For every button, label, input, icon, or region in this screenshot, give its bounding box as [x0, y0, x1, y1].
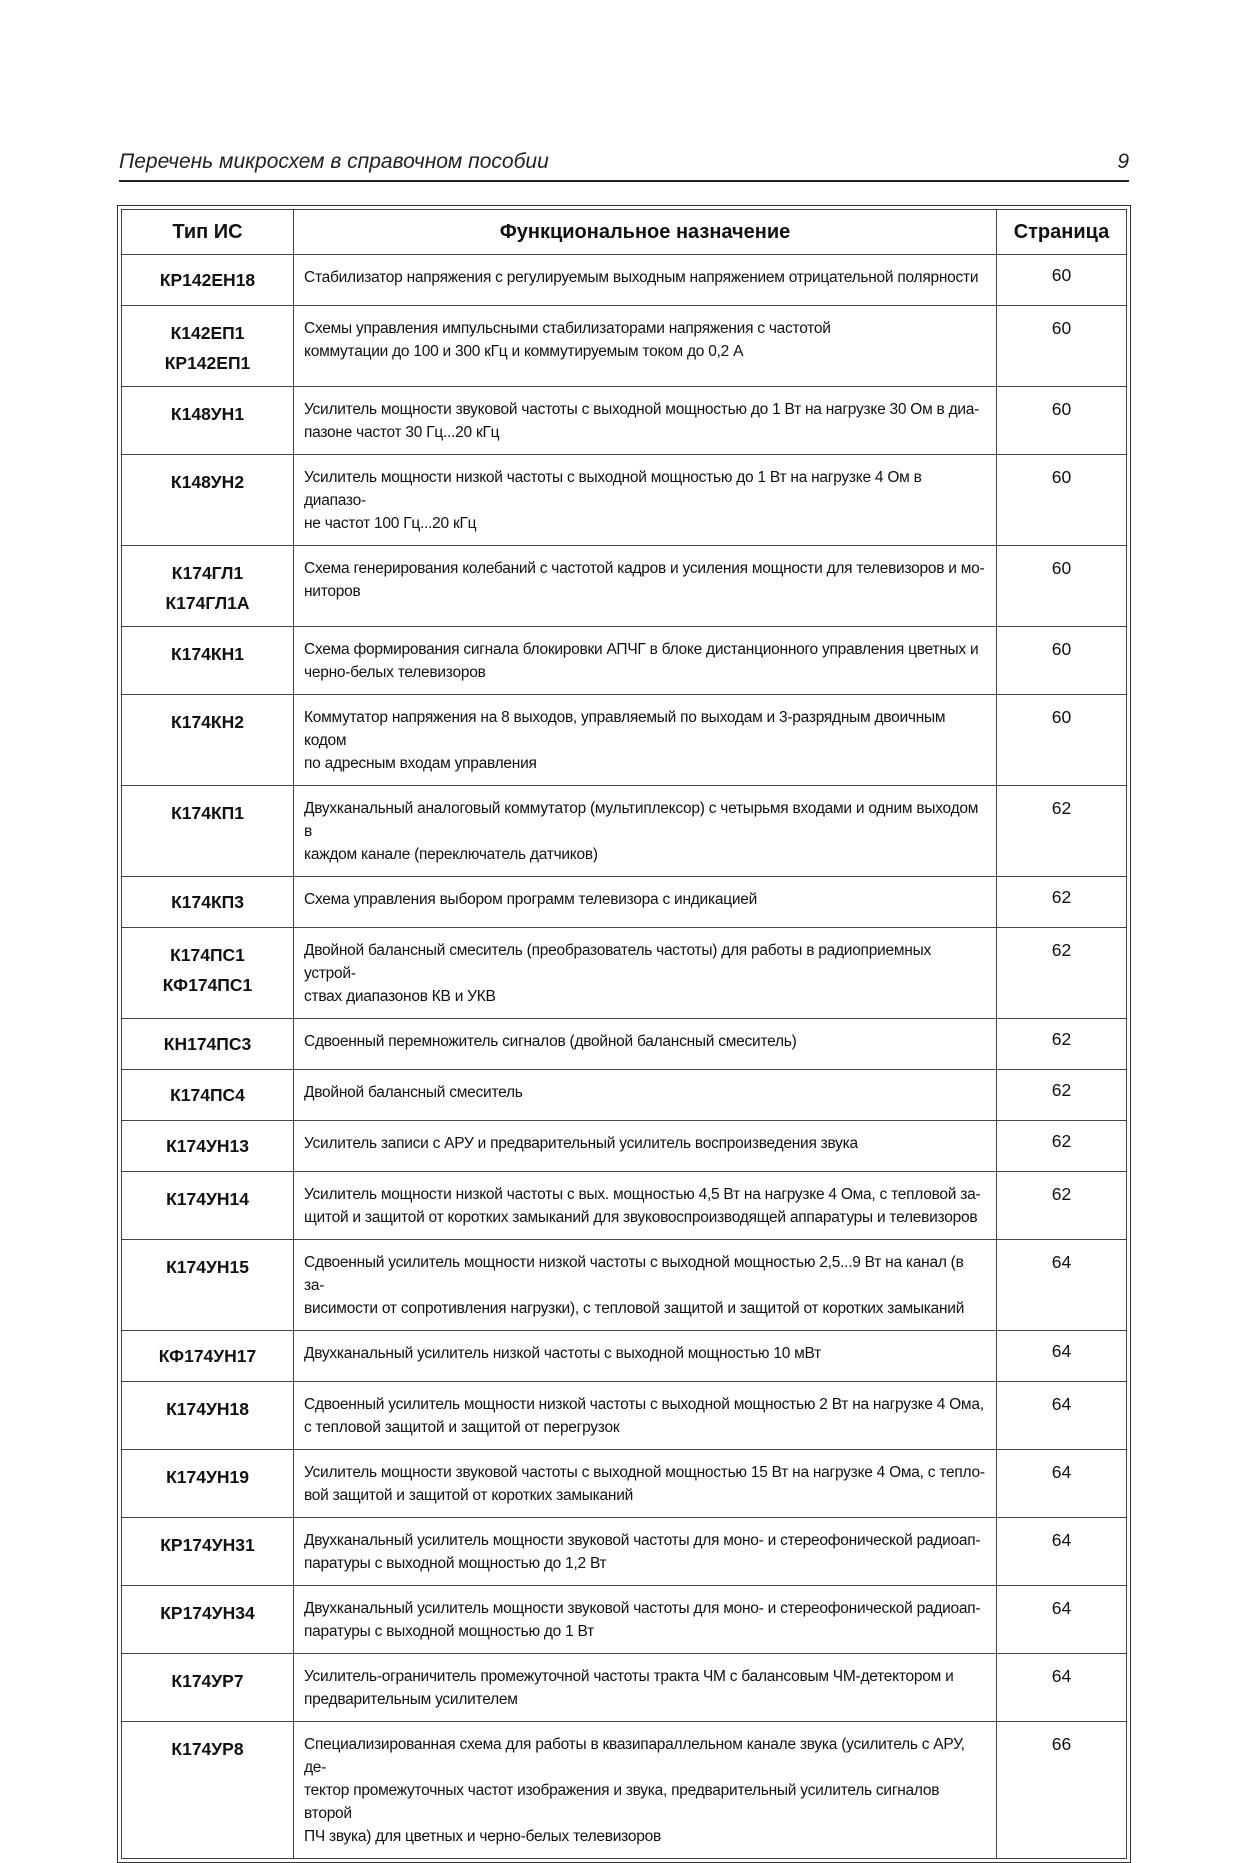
table-row	[122, 546, 1127, 627]
ic-page-reference: 60	[997, 387, 1127, 455]
ic-type-cell	[122, 695, 294, 786]
ic-page-reference: 62	[997, 877, 1127, 928]
ic-type-cell	[122, 1722, 294, 1859]
ic-page-reference: 60	[997, 546, 1127, 627]
ic-function-description: Двухканальный усилитель мощности звуковой частоты для моно- и стереофонической радиоап- паратуры с выходной мощностью до 1 Вт	[294, 1586, 997, 1654]
table-row	[122, 627, 1127, 695]
ic-type-name: К174КП1	[171, 803, 244, 823]
column-header-function: Функциональное назначение	[294, 210, 997, 255]
ic-page-reference: 60	[997, 627, 1127, 695]
ic-type-name: К174УН19	[166, 1467, 249, 1487]
table-row	[122, 1331, 1127, 1382]
ic-function-description: Схема генерирования колебаний с частотой кадров и усиления мощности для телевизоров и мо- ниторов	[294, 546, 997, 627]
ic-page-reference: 64	[997, 1586, 1127, 1654]
ic-type-name: К174ГЛ1	[171, 563, 244, 583]
ic-type-name: К174УР8	[171, 1739, 244, 1759]
ic-type-cell	[122, 455, 294, 546]
ic-page-reference: 60	[997, 455, 1127, 546]
ic-page-reference: 64	[997, 1331, 1127, 1382]
table-row	[122, 695, 1127, 786]
table-row	[122, 1450, 1127, 1518]
ic-list-table-frame	[117, 205, 1131, 1863]
ic-type-name: К148УН2	[170, 472, 245, 492]
table-row	[122, 1121, 1127, 1172]
ic-page-reference: 62	[997, 1121, 1127, 1172]
ic-type-cell	[122, 1240, 294, 1331]
ic-type-cell	[122, 1019, 294, 1070]
ic-type-name: К148УН1	[170, 404, 245, 424]
ic-type-cell	[122, 255, 294, 306]
ic-function-description: Специализированная схема для работы в квазипараллельном канале звука (усилитель с АРУ, де- тектор промежуточных частот изображения и звука, предварительный усилитель сигналов второй ПЧ звука) для цветных и черно-белых телевизоров	[294, 1722, 997, 1859]
ic-type-cell	[122, 1382, 294, 1450]
ic-type-name: КР174УН34	[160, 1603, 255, 1623]
table-row	[122, 387, 1127, 455]
running-header	[119, 146, 1129, 182]
ic-type-cell	[122, 1121, 294, 1172]
table-row	[122, 1240, 1127, 1331]
ic-type-cell	[122, 387, 294, 455]
table-row	[122, 928, 1127, 1019]
ic-type-cell	[122, 786, 294, 877]
ic-type-name: К174УР7	[171, 1671, 244, 1691]
column-header-type: Тип ИС	[122, 210, 294, 255]
table-header-row	[122, 210, 1127, 255]
ic-type-cell	[122, 546, 294, 627]
table-row	[122, 306, 1127, 387]
ic-list-table	[121, 209, 1127, 1859]
ic-page-reference: 64	[997, 1518, 1127, 1586]
ic-function-description: Сдвоенный усилитель мощности низкой частоты с выходной мощностью 2,5...9 Вт на канал (в за- висимости от сопротивления нагрузки), с тепловой защитой и защитой от коротких замыканий	[294, 1240, 997, 1331]
ic-function-description: Усилитель мощности звуковой частоты с выходной мощностью до 1 Вт на нагрузке 30 Ом в диа- пазоне частот 30 Гц...20 кГц	[294, 387, 997, 455]
ic-function-description: Двухканальный усилитель мощности звуковой частоты для моно- и стереофонической радиоап- паратуры с выходной мощностью до 1,2 Вт	[294, 1518, 997, 1586]
ic-page-reference: 60	[997, 695, 1127, 786]
ic-type-name: КФ174ПС1	[162, 975, 253, 995]
ic-function-description: Усилитель-ограничитель промежуточной частоты тракта ЧМ с балансовым ЧМ-детектором и предварительным усилителем	[294, 1654, 997, 1722]
ic-function-description: Двойной балансный смеситель	[294, 1070, 997, 1121]
table-row	[122, 255, 1127, 306]
table-row	[122, 1172, 1127, 1240]
ic-type-name: К174УН18	[166, 1399, 249, 1419]
ic-function-description: Двухканальный усилитель низкой частоты с выходной мощностью 10 мВт	[294, 1331, 997, 1382]
table-row	[122, 877, 1127, 928]
ic-type-name: К174ГЛ1А	[165, 593, 250, 613]
ic-type-cell	[122, 1331, 294, 1382]
table-body	[122, 255, 1127, 1859]
ic-type-name: К174ПС4	[170, 1085, 245, 1105]
ic-page-reference: 66	[997, 1722, 1127, 1859]
ic-page-reference: 62	[997, 928, 1127, 1019]
ic-function-description: Усилитель записи с АРУ и предварительный усилитель воспроизведения звука	[294, 1121, 997, 1172]
ic-type-cell	[122, 1450, 294, 1518]
ic-type-name: КР142ЕН18	[159, 270, 256, 290]
ic-type-name: К142ЕП1	[170, 323, 245, 343]
ic-function-description: Сдвоенный перемножитель сигналов (двойной балансный смеситель)	[294, 1019, 997, 1070]
table-row	[122, 1382, 1127, 1450]
ic-type-cell	[122, 306, 294, 387]
running-header-title: Перечень микросхем в справочном пособии	[119, 150, 549, 173]
ic-type-name: К174КН1	[171, 644, 244, 664]
ic-page-reference: 64	[997, 1382, 1127, 1450]
ic-type-name: КФ174УН17	[158, 1346, 257, 1366]
ic-type-name: КР174УН31	[160, 1535, 255, 1555]
table-row	[122, 455, 1127, 546]
ic-type-cell	[122, 1070, 294, 1121]
ic-page-reference: 64	[997, 1450, 1127, 1518]
ic-type-name: К174КП3	[171, 892, 244, 912]
ic-type-cell	[122, 1518, 294, 1586]
ic-page-reference: 62	[997, 1070, 1127, 1121]
ic-function-description: Двухканальный аналоговый коммутатор (мультиплексор) с четырьмя входами и одним выходом в каждом канале (переключатель датчиков)	[294, 786, 997, 877]
ic-type-cell	[122, 1586, 294, 1654]
ic-page-reference: 64	[997, 1654, 1127, 1722]
ic-type-name: КР142ЕП1	[164, 353, 251, 373]
ic-page-reference: 60	[997, 306, 1127, 387]
ic-function-description: Схемы управления импульсными стабилизаторами напряжения с частотой коммутации до 100 и 300 кГц и коммутируемым током до 0,2 А	[294, 306, 997, 387]
column-header-page: Страница	[997, 210, 1127, 255]
ic-type-cell	[122, 928, 294, 1019]
ic-type-name: К174КН2	[171, 712, 244, 732]
ic-type-name: К174УН15	[166, 1257, 249, 1277]
ic-type-cell	[122, 1654, 294, 1722]
table-row	[122, 1722, 1127, 1859]
ic-page-reference: 62	[997, 1172, 1127, 1240]
ic-type-name: КН174ПС3	[163, 1034, 252, 1054]
ic-function-description: Схема формирования сигнала блокировки АПЧГ в блоке дистанционного управления цветных и черно-белых телевизоров	[294, 627, 997, 695]
ic-function-description: Усилитель мощности звуковой частоты с выходной мощностью 15 Вт на нагрузке 4 Ома, с тепло- вой защитой и защитой от коротких замыканий	[294, 1450, 997, 1518]
ic-type-name: К174УН14	[166, 1189, 249, 1209]
table-row	[122, 1019, 1127, 1070]
ic-type-name: К174ПС1	[170, 945, 245, 965]
table-row	[122, 1654, 1127, 1722]
ic-page-reference: 62	[997, 786, 1127, 877]
table-row	[122, 1586, 1127, 1654]
ic-function-description: Усилитель мощности низкой частоты с выходной мощностью до 1 Вт на нагрузке 4 Ом в диапазо- не частот 100 Гц...20 кГц	[294, 455, 997, 546]
ic-type-cell	[122, 1172, 294, 1240]
ic-function-description: Усилитель мощности низкой частоты с вых. мощностью 4,5 Вт на нагрузке 4 Ома, с тепловой за- щитой и защитой от коротких замыканий для звуковоспроизводящей аппаратуры и телевизоров	[294, 1172, 997, 1240]
page-number: 9	[1117, 150, 1129, 173]
ic-function-description: Коммутатор напряжения на 8 выходов, управляемый по выходам и 3-разрядным двоичным кодом по адресным входам управления	[294, 695, 997, 786]
ic-page-reference: 60	[997, 255, 1127, 306]
ic-type-name: К174УН13	[166, 1136, 249, 1156]
ic-type-cell	[122, 627, 294, 695]
table-row	[122, 786, 1127, 877]
ic-type-cell	[122, 877, 294, 928]
ic-function-description: Сдвоенный усилитель мощности низкой частоты с выходной мощностью 2 Вт на нагрузке 4 Ома, с тепловой защитой и защитой от перегрузок	[294, 1382, 997, 1450]
table-row	[122, 1518, 1127, 1586]
ic-function-description: Двойной балансный смеситель (преобразователь частоты) для работы в радиоприемных устрой- ствах диапазонов КВ и УКВ	[294, 928, 997, 1019]
ic-page-reference: 64	[997, 1240, 1127, 1331]
ic-function-description: Схема управления выбором программ телевизора с индикацией	[294, 877, 997, 928]
table-row	[122, 1070, 1127, 1121]
ic-page-reference: 62	[997, 1019, 1127, 1070]
ic-function-description: Стабилизатор напряжения с регулируемым выходным напряжением отрицательной полярности	[294, 255, 997, 306]
